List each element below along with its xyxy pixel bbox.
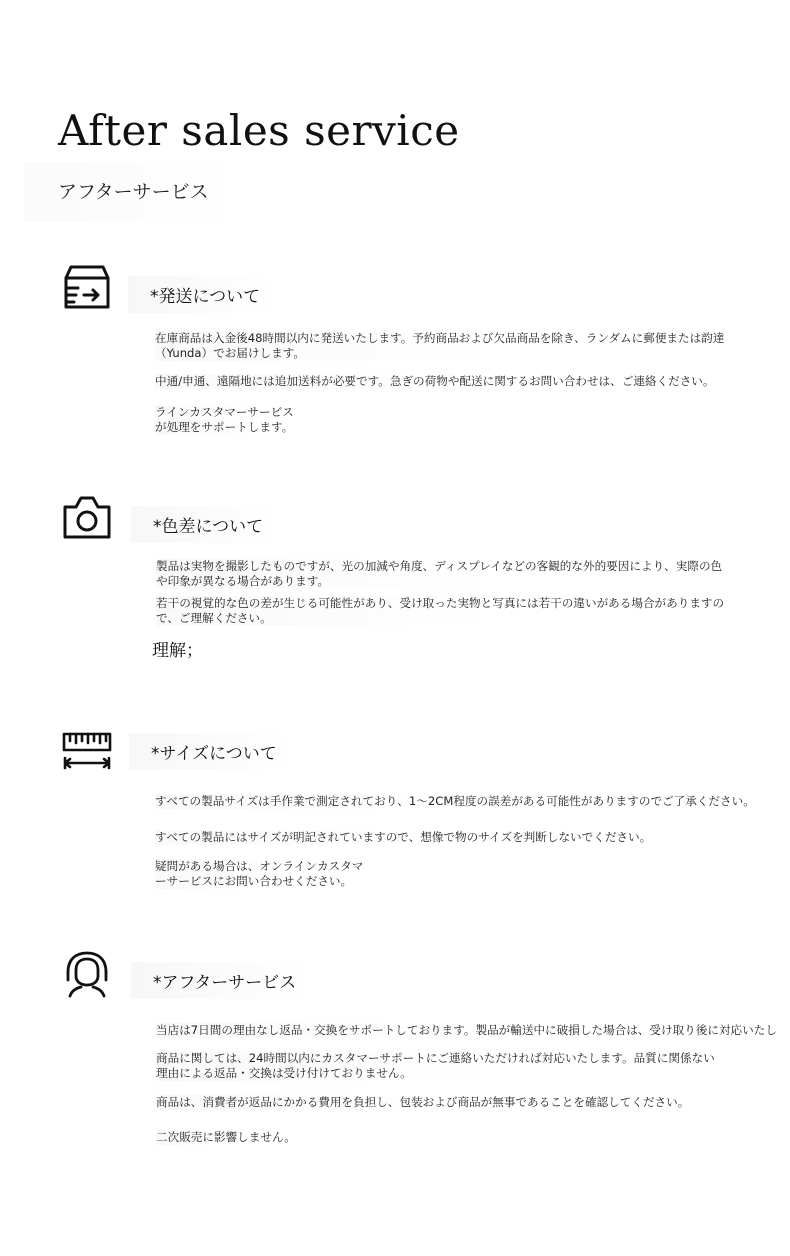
section-heading-shipping: *発送について	[128, 276, 274, 313]
after-sales-paragraph-3: 商品は、消費者が返品にかかる費用を負担し、包装および商品が無事であることを確認してください。	[156, 1095, 690, 1109]
size-paragraph-2: すべての製品にはサイズが明記されていますので、想像で物のサイズを判断しないでください。	[155, 830, 652, 844]
shipping-paragraph-3: ラインカスタマーサービス が処理をサポートします。	[155, 405, 330, 435]
after-sales-paragraph-4: 二次販売に影響しません。	[156, 1130, 296, 1144]
color-paragraph-1: 製品は実物を撮影したものですが、光の加減や角度、ディスプレイなどの客観的な外的要因により、実際の色や印象が異なる場合があります。	[156, 559, 726, 589]
section-heading-size: *サイズについて	[129, 733, 291, 770]
shipping-paragraph-2: 中通/申通、遠隔地には追加送料が必要です。急ぎの荷物や配送に関するお問い合わせは、ご連絡ください。	[155, 374, 715, 388]
size-paragraph-1: すべての製品サイズは手作業で測定されており、1〜2CM程度の誤差がある可能性がありますのでご了承ください。	[155, 794, 755, 808]
customer-service-headset-icon	[62, 950, 112, 998]
after-sales-paragraph-1: 当店は7日間の理由なし返品・交換をサポートしております。製品が輸送中に破損した場合は、受け取り後に対応いたし	[156, 1023, 790, 1038]
section-heading-after-sales: *アフターサービス	[131, 962, 310, 999]
page-subtitle: アフターサービス	[24, 162, 240, 222]
color-paragraph-2: 若干の視覚的な色の差が生じる可能性があり、受け取った実物と写真には若干の違いがある場合がありますので、ご理解ください。	[156, 596, 725, 625]
camera-icon	[62, 494, 112, 540]
ruler-icon	[62, 730, 112, 772]
box-shipping-icon	[62, 262, 112, 312]
after-sales-paragraph-2: 商品に関しては、24時間以内にカスタマーサポートにご連絡いただければ対応いたします。品質に関係ない理由による返品・交換は受け付けておりません。	[156, 1051, 726, 1081]
shipping-paragraph-1: 在庫商品は入金後48時間以内に発送いたします。予約商品および欠品商品を除き、ランダムに郵便または韵達（Yunda）でお届けします。	[155, 331, 735, 361]
color-note: 理解；	[152, 641, 203, 661]
page-title: After sales service	[58, 106, 460, 155]
size-paragraph-3: 疑問がある場合は、オンラインカスタマ ーサービスにお問い合わせください。	[155, 859, 385, 889]
section-heading-color: *色差について	[131, 506, 277, 543]
